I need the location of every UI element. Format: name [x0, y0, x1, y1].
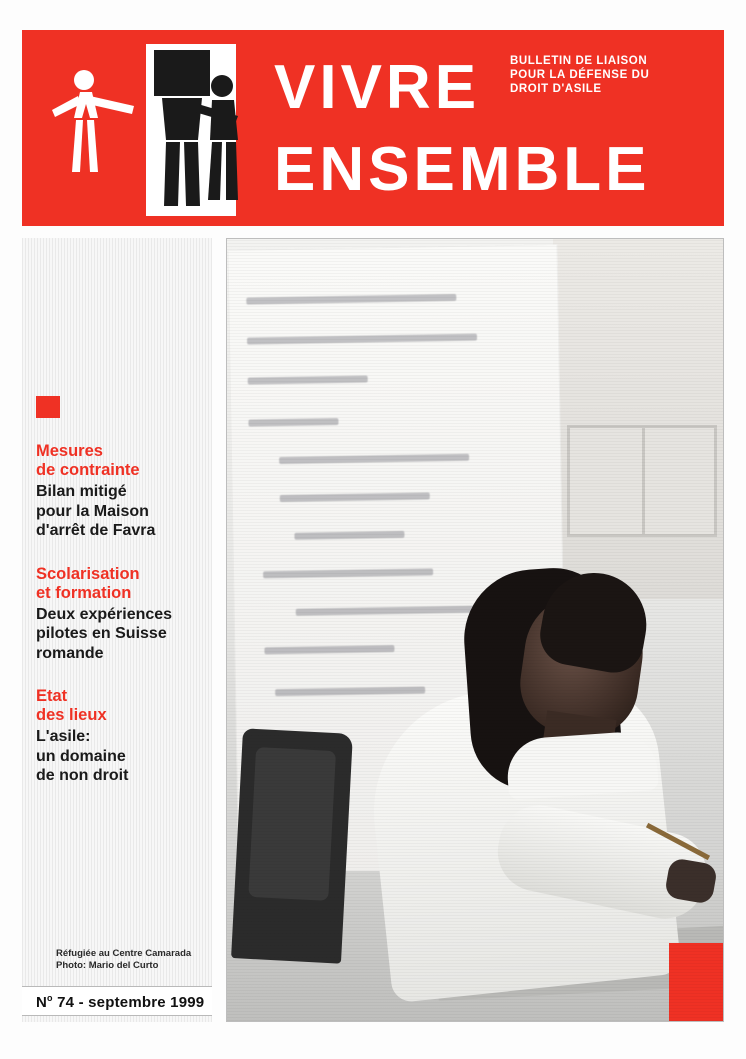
issue-number-superscript: o	[47, 993, 53, 1003]
three-figures-logo-icon	[42, 44, 242, 216]
toc-heading	[36, 442, 202, 480]
logo-figures-svg	[42, 44, 242, 216]
toc-body	[36, 482, 202, 541]
toc-heading-line-1: Etat	[36, 687, 68, 705]
toc-body-line-1: Deux expériences	[36, 605, 173, 623]
student-figure	[347, 539, 724, 1022]
toc-heading-line-1: Mesures	[36, 442, 103, 460]
toc-entry-mesures-de-contrainte[interactable]	[36, 442, 202, 541]
issue-number-bar	[22, 986, 212, 1016]
table-of-contents	[36, 442, 202, 810]
toc-body-line-3: romande	[36, 644, 104, 662]
toc-heading	[36, 687, 202, 725]
cover-sidebar	[22, 238, 212, 1022]
masthead-subtitle	[510, 54, 710, 96]
issue-date-label: 74 - septembre 1999	[52, 994, 205, 1011]
photo-credit-line-2: Photo: Mario del Curto	[56, 960, 159, 971]
issue-number	[36, 993, 204, 1011]
toc-body-line-3: de non droit	[36, 767, 129, 784]
window-frame	[567, 425, 717, 537]
toc-body-line-2: un domaine	[36, 747, 126, 765]
title-line-vivre: VIVRE	[274, 53, 481, 122]
subtitle-line-2: POUR LA DÉFENSE DU	[510, 69, 650, 81]
masthead-banner	[22, 30, 724, 226]
toc-body	[36, 727, 202, 786]
subtitle-line-3: DROIT D'ASILE	[510, 83, 602, 95]
toc-body-line-1: Bilan mitigé	[36, 483, 127, 500]
chair	[231, 728, 353, 963]
red-square-bullet-icon	[36, 396, 60, 418]
issue-number-prefix: N	[36, 994, 48, 1011]
toc-body-line-1: L'asile:	[36, 728, 91, 745]
red-corner-accent	[669, 943, 723, 1021]
toc-body	[36, 605, 202, 664]
chair-backrest	[248, 747, 336, 901]
photo-credit	[56, 948, 206, 972]
toc-heading-line-2: de contrainte	[36, 461, 140, 479]
photo-credit-line-1: Réfugiée au Centre Camarada	[56, 948, 192, 959]
toc-body-line-3: d'arrêt de Favra	[36, 522, 156, 539]
toc-heading	[36, 565, 202, 603]
toc-heading-line-2: et formation	[36, 583, 132, 602]
title-line-ensemble: ENSEMBLE	[274, 135, 651, 204]
toc-heading-line-1: Scolarisation	[36, 564, 140, 583]
toc-body-line-2: pour la Maison	[36, 502, 149, 520]
toc-entry-scolarisation-et-formation[interactable]	[36, 565, 202, 664]
cover-photograph	[226, 238, 724, 1022]
toc-body-line-2: pilotes en Suisse	[36, 625, 167, 642]
toc-entry-etat-des-lieux[interactable]	[36, 687, 202, 786]
toc-heading-line-2: des lieux	[36, 706, 107, 724]
subtitle-line-1: BULLETIN DE LIAISON	[510, 55, 648, 67]
